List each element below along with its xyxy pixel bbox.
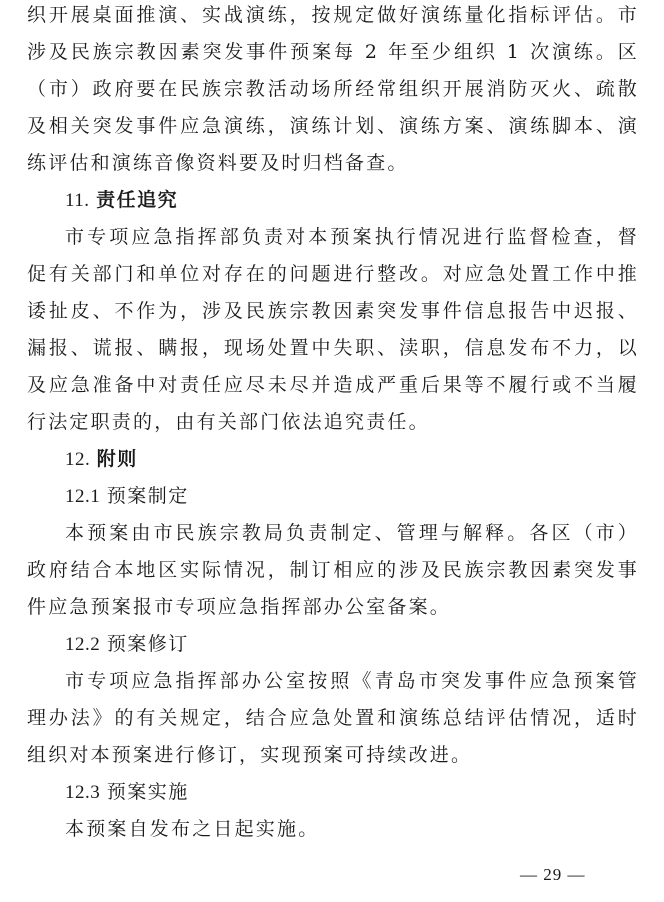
paragraph-line: 理办法》的有关规定，结合应急处置和演练总结评估情况，适时 (27, 707, 639, 729)
paragraph-line: 漏报、谎报、瞒报，现场处置中失职、渎职，信息发布不力，以 (27, 337, 639, 359)
paragraph-line: 织开展桌面推演、实战演练，按规定做好演练量化指标评估。市 (27, 4, 639, 26)
section-heading (65, 187, 639, 213)
paragraph-line: 本预案自发布之日起实施。 (65, 818, 320, 840)
subsection-heading (65, 779, 639, 805)
page-number: — 29 — (520, 865, 586, 884)
paragraph-line: 本预案由市民族宗教局负责制定、管理与解释。各区（市） (65, 522, 639, 544)
subsection-number: 12.1 (65, 486, 101, 507)
subsection-heading (65, 483, 639, 509)
section-title: 附则 (96, 448, 138, 470)
paragraph-line: 练评估和演练音像资料要及时归档备查。 (27, 152, 409, 174)
paragraph-line: 市专项应急指挥部办公室按照《青岛市突发事件应急预案管 (65, 670, 639, 692)
paragraph-line: （市）政府要在民族宗教活动场所经常组织开展消防灭火、疏散 (27, 78, 639, 100)
section-heading (65, 446, 639, 472)
section-number: 11. (65, 190, 90, 211)
subsection-number: 12.3 (65, 782, 101, 803)
paragraph-line: 及相关突发事件应急演练，演练计划、演练方案、演练脚本、演 (27, 115, 639, 137)
subsection-title: 预案制定 (106, 485, 189, 507)
paragraph-line: 件应急预案报市专项应急指挥部办公室备案。 (27, 596, 452, 618)
subsection-title: 预案实施 (106, 781, 189, 803)
section-number: 12. (65, 449, 91, 470)
section-title: 责任追究 (96, 189, 179, 211)
paragraph-line: 诿扯皮、不作为，涉及民族宗教因素突发事件信息报告中迟报、 (27, 300, 639, 322)
paragraph-line: 行法定职责的，由有关部门依法追究责任。 (27, 411, 430, 433)
subsection-title: 预案修订 (106, 633, 189, 655)
paragraph-line: 组织对本预案进行修订，实现预案可持续改进。 (27, 744, 473, 766)
subsection-heading (65, 631, 639, 657)
paragraph-line: 涉及民族宗教因素突发事件预案每 2 年至少组织 1 次演练。区 (27, 41, 639, 63)
subsection-number: 12.2 (65, 634, 101, 655)
paragraph-line: 政府结合本地区实际情况，制订相应的涉及民族宗教因素突发事 (27, 559, 639, 581)
paragraph-line: 市专项应急指挥部负责对本预案执行情况进行监督检查，督 (65, 226, 639, 248)
paragraph-line: 及应急准备中对责任应尽未尽并造成严重后果等不履行或不当履 (27, 374, 639, 396)
paragraph-line: 促有关部门和单位对存在的问题进行整改。对应急处置工作中推 (27, 263, 639, 285)
